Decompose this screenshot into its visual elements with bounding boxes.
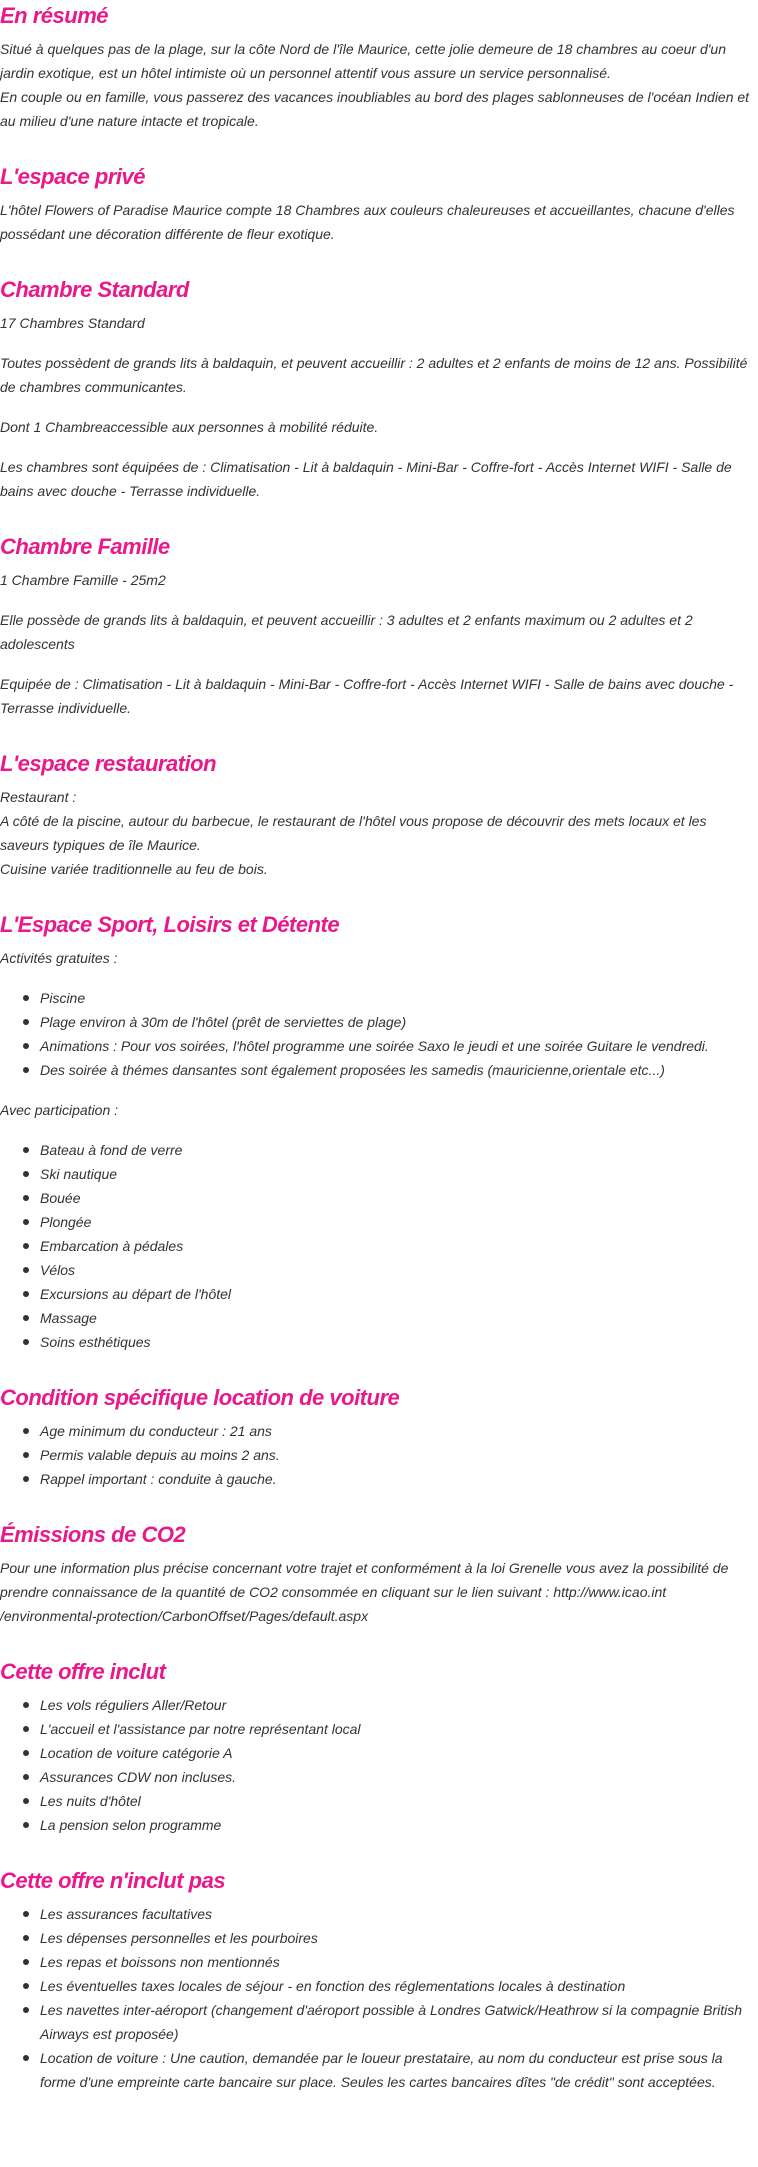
list-item: Embarcation à pédales — [40, 1234, 758, 1258]
section-restauration — [0, 749, 758, 881]
n-inclut-pas-list — [0, 1902, 758, 2094]
chambre-standard-p3: Les chambres sont équipées de : Climatisation - Lit à baldaquin - Mini-Bar - Coffre-fort - Accès Internet WIFI - Salle de bains avec douche - Terrasse individuelle. — [0, 459, 732, 499]
list-item: Bouée — [40, 1186, 758, 1210]
sport-free-label: Activités gratuites : — [0, 950, 118, 966]
restauration-label: Restaurant : — [0, 789, 77, 805]
list-item: Location de voiture : Une caution, demandée par le loueur prestataire, au nom du conducteur est prise sous la forme d'une empreinte carte bancaire sur place. Seules les cartes bancaires dîtes "de crédit" sont acceptées. — [40, 2046, 758, 2094]
restauration-cuisine: Cuisine variée traditionnelle au feu de bois. — [0, 861, 268, 877]
n-inclut-pas-title: Cette offre n'inclut pas — [0, 1868, 226, 1893]
section-chambre-standard — [0, 275, 758, 503]
espace-prive-title: L'espace privé — [0, 164, 145, 189]
restauration-text: A côté de la piscine, autour du barbecue, le restaurant de l'hôtel vous propose de découvrir des mets locaux et les saveurs typiques de île Maurice. — [0, 813, 707, 853]
section-espace-prive — [0, 162, 758, 246]
list-item: Les repas et boissons non mentionnés — [40, 1950, 758, 1974]
inclut-title: Cette offre inclut — [0, 1659, 166, 1684]
resume-text-1: Situé à quelques pas de la plage, sur la côte Nord de l'île Maurice, cette jolie demeure de 18 chambres au coeur d'un jardin exotique, est un hôtel intimiste où un personnel attentif vous assure un service personnalisé. — [0, 41, 727, 81]
co2-text: Pour une information plus précise concernant votre trajet et conformément à la loi Grenelle vous avez la possibilité de prendre connaissance de la quantité de CO2 consommée en cliquant sur le lien suivant : http://www.icao.int /environmental-protection/CarbonOffset/Pages/default.aspx — [0, 1560, 729, 1624]
list-item: L'accueil et l'assistance par notre représentant local — [40, 1717, 758, 1741]
section-inclut — [0, 1657, 758, 1837]
list-item: Plongée — [40, 1210, 758, 1234]
chambre-famille-p1: Elle possède de grands lits à baldaquin, et peuvent accueillir : 3 adultes et 2 enfants maximum ou 2 adultes et 2 adolescents — [0, 612, 693, 652]
section-co2 — [0, 1520, 758, 1628]
list-item: Vélos — [40, 1258, 758, 1282]
sport-paid-list — [0, 1138, 758, 1354]
list-item: Les nuits d'hôtel — [40, 1789, 758, 1813]
location-list — [0, 1419, 758, 1491]
list-item: Assurances CDW non incluses. — [40, 1765, 758, 1789]
restauration-title: L'espace restauration — [0, 751, 217, 776]
list-item: Piscine — [40, 986, 758, 1010]
inclut-list — [0, 1693, 758, 1837]
list-item: Plage environ à 30m de l'hôtel (prêt de serviettes de plage) — [40, 1010, 758, 1034]
chambre-standard-p2: Dont 1 Chambreaccessible aux personnes à mobilité réduite. — [0, 419, 379, 435]
list-item: Des soirée à thémes dansantes sont également proposées les samedis (mauricienne,orientale etc...) — [40, 1058, 758, 1082]
list-item: Les éventuelles taxes locales de séjour - en fonction des réglementations locales à destination — [40, 1974, 758, 1998]
espace-prive-text: L'hôtel Flowers of Paradise Maurice compte 18 Chambres aux couleurs chaleureuses et accueillantes, chacune d'elles possédant une décoration différente de fleur exotique. — [0, 202, 735, 242]
chambre-standard-count: 17 Chambres Standard — [0, 315, 145, 331]
section-chambre-famille — [0, 532, 758, 720]
list-item: Rappel important : conduite à gauche. — [40, 1467, 758, 1491]
section-location — [0, 1383, 758, 1491]
location-title: Condition spécifique location de voiture — [0, 1385, 400, 1410]
chambre-standard-title: Chambre Standard — [0, 277, 189, 302]
sport-free-list — [0, 986, 758, 1082]
resume-text-2: En couple ou en famille, vous passerez des vacances inoubliables au bord des plages sablonneuses de l'océan Indien et au milieu d'une nature intacte et tropicale. — [0, 89, 750, 129]
co2-title: Émissions de CO2 — [0, 1522, 186, 1547]
list-item: Animations : Pour vos soirées, l'hôtel programme une soirée Saxo le jeudi et une soirée Guitare le vendredi. — [40, 1034, 758, 1058]
list-item: Les navettes inter-aéroport (changement d'aéroport possible à Londres Gatwick/Heathrow si la compagnie British Airways est proposée) — [40, 1998, 758, 2046]
list-item: Les assurances facultatives — [40, 1902, 758, 1926]
list-item: Excursions au départ de l'hôtel — [40, 1282, 758, 1306]
section-n-inclut-pas — [0, 1866, 758, 2094]
list-item: Location de voiture catégorie A — [40, 1741, 758, 1765]
list-item: Les dépenses personnelles et les pourboires — [40, 1926, 758, 1950]
sport-paid-label: Avec participation : — [0, 1102, 119, 1118]
list-item: Les vols réguliers Aller/Retour — [40, 1693, 758, 1717]
resume-title: En résumé — [0, 3, 108, 28]
chambre-famille-title: Chambre Famille — [0, 534, 170, 559]
list-item: Soins esthétiques — [40, 1330, 758, 1354]
section-resume — [0, 0, 758, 133]
sport-title: L'Espace Sport, Loisirs et Détente — [0, 912, 340, 937]
list-item: Age minimum du conducteur : 21 ans — [40, 1419, 758, 1443]
list-item: La pension selon programme — [40, 1813, 758, 1837]
list-item: Massage — [40, 1306, 758, 1330]
chambre-famille-count: 1 Chambre Famille - 25m2 — [0, 572, 166, 588]
chambre-famille-p2: Equipée de : Climatisation - Lit à baldaquin - Mini-Bar - Coffre-fort - Accès Internet WIFI - Salle de bains avec douche - Terrasse individuelle. — [0, 676, 734, 716]
section-sport — [0, 910, 758, 1354]
list-item: Bateau à fond de verre — [40, 1138, 758, 1162]
list-item: Permis valable depuis au moins 2 ans. — [40, 1443, 758, 1467]
list-item: Ski nautique — [40, 1162, 758, 1186]
chambre-standard-p1: Toutes possèdent de grands lits à baldaquin, et peuvent accueillir : 2 adultes et 2 enfants de moins de 12 ans. Possibilité de chambres communicantes. — [0, 355, 748, 395]
